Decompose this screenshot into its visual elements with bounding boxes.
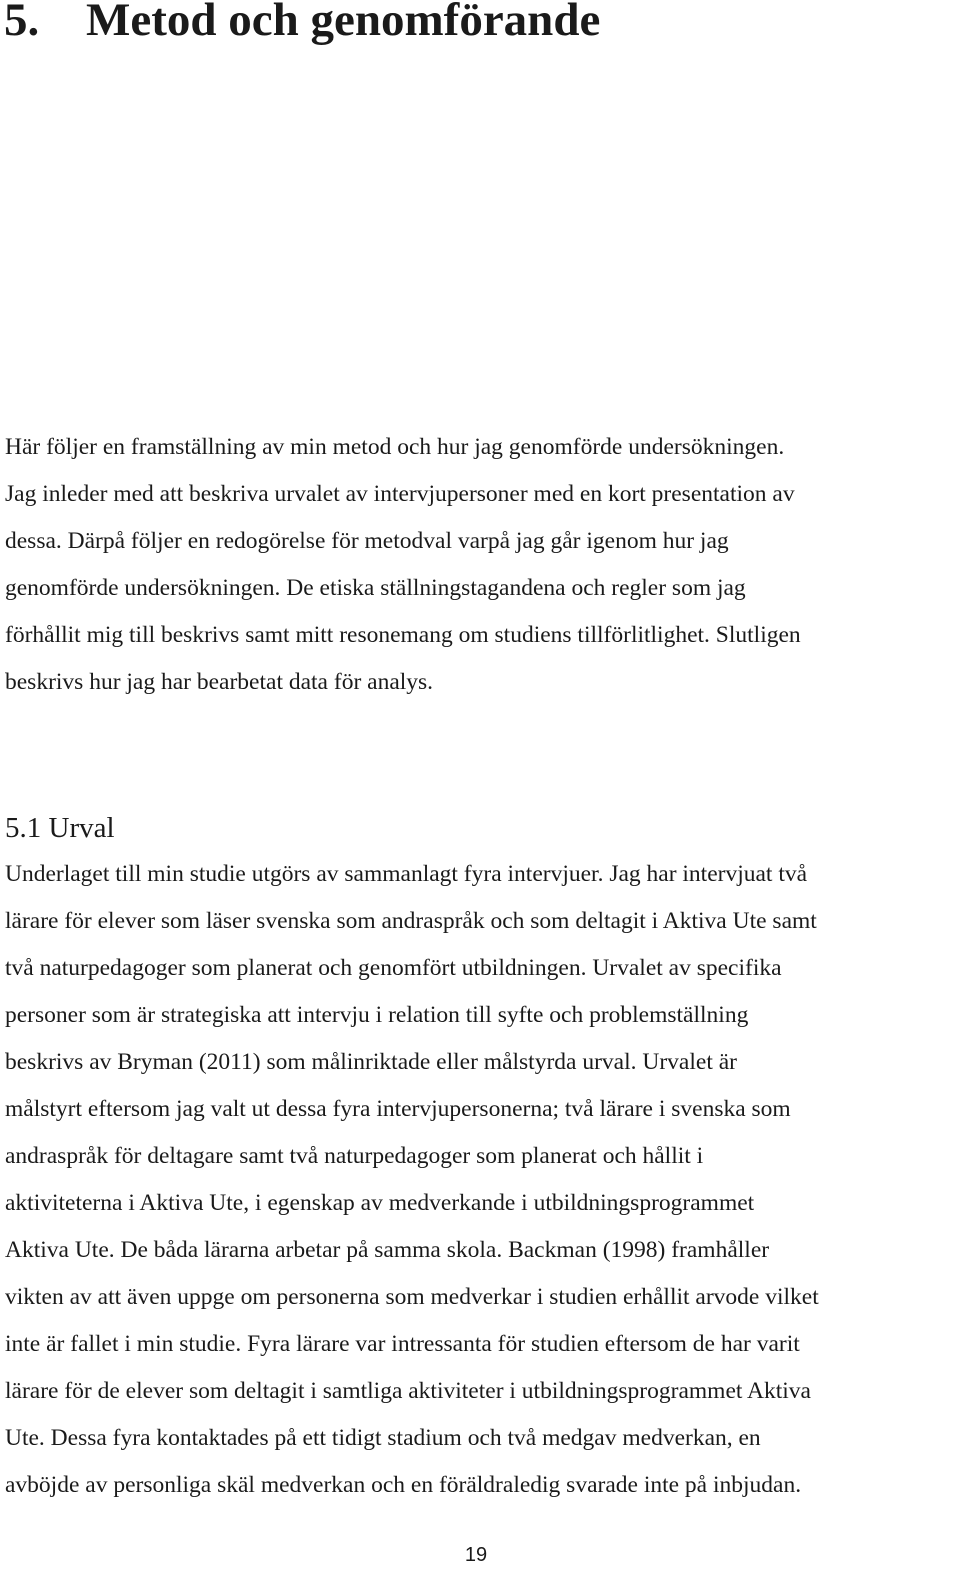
chapter-heading xyxy=(4,0,600,52)
chapter-title-text: Metod och genomförande xyxy=(86,0,601,46)
paragraph-line: förhållit mig till beskrivs samt mitt resonemang om studiens tillförlitlighet. Slutligen xyxy=(5,622,801,648)
paragraph-line: vikten av att även uppge om personerna som medverkar i studien erhållit arvode vilket xyxy=(5,1284,819,1310)
paragraph-line: Underlaget till min studie utgörs av sammanlagt fyra intervjuer. Jag har intervjuat två xyxy=(5,861,808,887)
paragraph-line: lärare för de elever som deltagit i samtliga aktiviteter i utbildningsprogrammet Aktiva xyxy=(5,1378,811,1404)
paragraph-line: Ute. Dessa fyra kontaktades på ett tidigt stadium och två medgav medverkan, en xyxy=(5,1425,761,1451)
paragraph-line: inte är fallet i min studie. Fyra lärare var intressanta för studien eftersom de har varit xyxy=(5,1331,800,1357)
paragraph-line: andraspråk för deltagare samt två naturpedagoger som planerat och hållit i xyxy=(5,1143,704,1169)
paragraph-line: dessa. Därpå följer en redogörelse för metodval varpå jag går igenom hur jag xyxy=(5,528,729,554)
chapter-number: 5. xyxy=(4,0,40,46)
paragraph-line: aktiviteterna i Aktiva Ute, i egenskap av medverkande i utbildningsprogrammet xyxy=(5,1190,755,1216)
paragraph-line: Här följer en framställning av min metod och hur jag genomförde undersökningen. xyxy=(5,434,785,460)
urval-paragraph xyxy=(5,851,955,1509)
page-number: 19 xyxy=(464,1544,488,1566)
paragraph-line: avböjde av personliga skäl medverkan och en föräldraledig svarade inte på inbjudan. xyxy=(5,1472,802,1498)
section-heading: 5.1 Urval xyxy=(5,812,115,844)
intro-paragraph xyxy=(5,424,955,706)
paragraph-line: beskrivs av Bryman (2011) som målinriktade eller målstyrda urval. Urvalet är xyxy=(5,1049,737,1075)
paragraph-line: två naturpedagoger som planerat och genomfört utbildningen. Urvalet av specifika xyxy=(5,955,782,981)
paragraph-line: lärare för elever som läser svenska som andraspråk och som deltagit i Aktiva Ute samt xyxy=(5,908,817,934)
paragraph-line: personer som är strategiska att intervju i relation till syfte och problemställning xyxy=(5,1002,749,1028)
paragraph-line: beskrivs hur jag har bearbetat data för analys. xyxy=(5,669,434,695)
paragraph-line: genomförde undersökningen. De etiska ställningstagandena och regler som jag xyxy=(5,575,746,601)
paragraph-line: Aktiva Ute. De båda lärarna arbetar på samma skola. Backman (1998) framhåller xyxy=(5,1237,770,1263)
paragraph-line: Jag inleder med att beskriva urvalet av intervjupersoner med en kort presentation av xyxy=(5,481,795,507)
paragraph-line: målstyrt eftersom jag valt ut dessa fyra intervjupersonerna; två lärare i svenska som xyxy=(5,1096,791,1122)
